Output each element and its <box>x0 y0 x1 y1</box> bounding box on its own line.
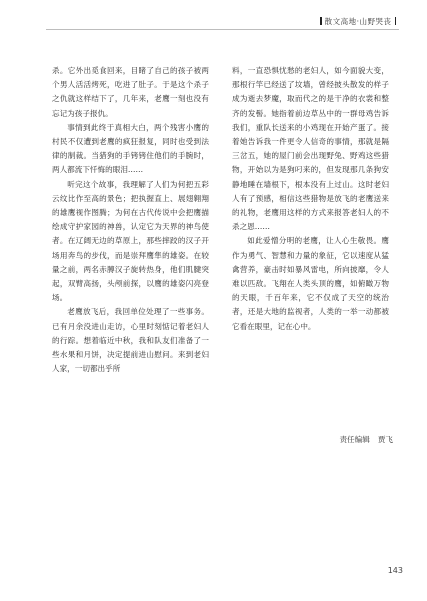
header-column: 山野哭丧 <box>359 17 392 26</box>
header-section: 散文高地 <box>324 17 357 26</box>
editor-name: 贾飞 <box>377 435 393 444</box>
editor-label: 责任编辑 <box>339 435 370 444</box>
header-separator: · <box>356 17 360 26</box>
page-number: 143 <box>387 566 403 575</box>
article-column-right <box>232 64 389 334</box>
header-bar-left <box>320 17 322 25</box>
article-paragraph: 料，一直恐惧忧愁的老妇人，如今面貌大变，那根行竿已经送了坟墙，曾经披头散发的样子成为逝去梦魔，取而代之的是干净的衣裳和整齐的发髻。她指着前边草丛中的一群母鸡告诉我们，重队长送来的小鸡现在开始产蛋了。接着她告诉我一件更令人信奇的事情，那就是隔三岔五，她的屋门前会出现野兔、野鸡这些猎物，开始以为是狗叼来的，但发现那几条狗安静地睡在墙根下，根本没有上过山。这时老妇人有了预感，相信这些猎物是放飞的老鹰送来的礼物，老鹰用这样的方式来报答老妇人的不杀之恩…… <box>232 66 389 232</box>
article-paragraph: 如此爱憎分明的老鹰，让人心生敬畏。鹰作为勇气、智慧和力量的象征，它以速度从猛禽营养，豪击时如暴风雷电，所向披靡，令人难以匹敌。飞翔在人类头顶的鹰，如俯瞰万物的天眼，千百年来，它不仅成了天空的统治者，还是大地的监视者，人类的一举一动都被它看在眼里，记在心中。 <box>232 236 389 331</box>
editor-credit <box>339 434 393 445</box>
page-header <box>317 16 399 27</box>
article-paragraph: 老鹰放飞后，我回单位处理了一些事务。已有月余没进山走访，心里时刻惦记着老妇人的行踪。想着临近中秋，我和队友们准备了一些水果和月饼，决定提前进山慰问。来到老妇人家，一切都出乎所 <box>52 307 209 374</box>
article-paragraph: 听完这个故事，我理解了人们为何把五彩云纹比作至高的景色；把执握直上、展翅翱翔的雄鹰视作图腾；为何在古代传说中会把鹰描绘成守护家园的神兽，认定它为天界的神鸟使者。在辽阔无边的草原上，那些摔跤的汉子开场用奔鸟的步伐，而是崇拜鹰隼的雄姿。在较量之前，两名赤膊汉子旋转热身，他们肌腱突起，双臂高扬，头颅前探，以鹰的雄姿闪亮登场。 <box>52 179 209 303</box>
article-paragraph: 杀。它外出觅食回来，目睹了自己的孩子被两个男人活活烤死，吃进了肚子。于是这个杀子之仇就这样结下了，几年来，老鹰一刻也没有忘记为孩子报仇。 <box>52 66 209 118</box>
article-column-left <box>52 64 209 376</box>
header-divider <box>46 29 399 30</box>
header-bar-right <box>395 17 397 25</box>
article-paragraph: 事情到此终于真相大白，两个残害小鹰的村民不仅遭到老鹰的疯狂报复，同时也受到法律的制裁。当猎狗的手铐铐住他们的手腕时，两人都流下忏悔的眼泪…… <box>52 122 209 175</box>
